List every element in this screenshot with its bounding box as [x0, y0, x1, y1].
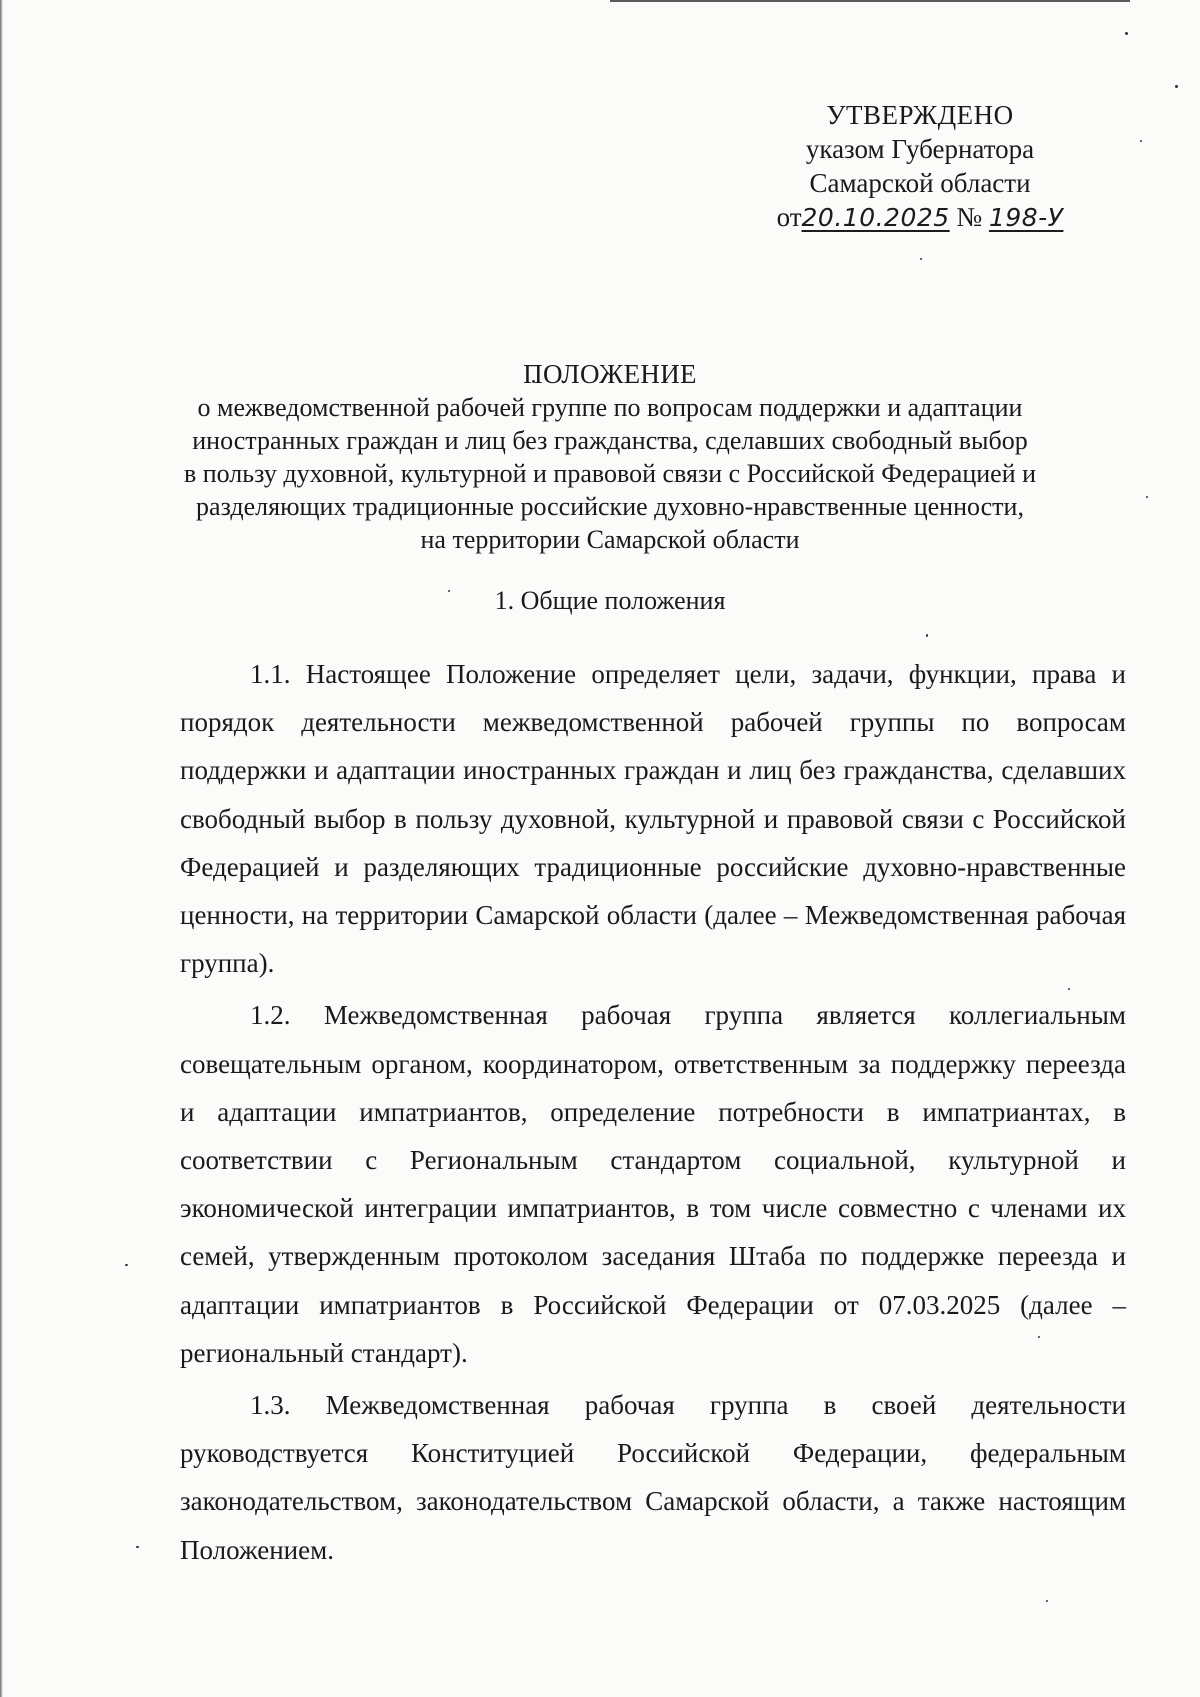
scan-speck — [920, 258, 922, 260]
scan-top-edge — [610, 0, 1130, 2]
title-subline: разделяющих традиционные российские духовно-нравственные ценности, — [196, 492, 1024, 521]
date-prefix: от — [776, 202, 802, 232]
approval-stamp-title: УТВЕРЖДЕНО — [826, 100, 1014, 130]
section-heading: 1. Общие положения — [494, 586, 726, 615]
title-subline: иностранных граждан и лиц без гражданства, сделавших свободный выбор — [192, 426, 1028, 455]
handwritten-date: 20.10.2025 — [801, 203, 950, 232]
scan-speck — [136, 1546, 139, 1548]
scan-left-edge — [0, 0, 3, 1697]
paragraph-1-2: 1.2. Межведомственная рабочая группа является коллегиальным совещательным органом, координатором, ответственным за поддержку переезда и адаптации импатриантов, определение потребности в импатриантах, в соответствии с Региональным стандартом социальной, культурной и экономической интеграции импатриантов, в том числе совместно с членами их семей, утвержденным протоколом заседания Штаба по поддержке переезда и адаптации импатриантов в Российской Федерации от 07.03.2025 (далее – региональный стандарт). — [180, 1000, 1126, 1368]
scan-speck — [1125, 32, 1128, 35]
paragraph-1-1: 1.1. Настоящее Положение определяет цели, задачи, функции, права и порядок деятельности межведомственной рабочей группы по вопросам поддержки и адаптации иностранных граждан и лиц без гражданства, сделавших свободный выбор в пользу духовной, культурной и правовой связи с Российской Федерацией и разделяющих традиционные российские духовно-нравственные ценности, на территории Самарской области (далее – Межведомственная рабочая группа). — [180, 659, 1126, 979]
number-prefix: № — [956, 202, 983, 232]
scan-speck — [1140, 140, 1142, 142]
title-subline: в пользу духовной, культурной и правовой связи с Российской Федерацией и — [183, 459, 1037, 488]
approval-date-number-line — [740, 200, 1100, 235]
approval-stamp-block — [740, 98, 1100, 235]
paragraph-1-3: 1.3. Межведомственная рабочая группа в своей деятельности руководствуется Конституцией Российской Федерации, федеральным законодательством, законодательством Самарской области, а также настоящим Положением. — [180, 1390, 1126, 1565]
document-title-block — [150, 358, 1070, 556]
scan-speck — [1175, 85, 1178, 88]
approval-line-region: Самарской области — [809, 168, 1031, 198]
title-subline: о межведомственной рабочей группе по вопросам поддержки и адаптации — [197, 393, 1023, 422]
approval-line-decree: указом Губернатора — [805, 134, 1035, 164]
handwritten-number: 198-У — [988, 203, 1064, 232]
section-body — [180, 650, 1126, 1578]
document-title: ПОЛОЖЕНИЕ — [523, 359, 697, 389]
scan-speck — [1046, 1600, 1048, 1602]
scan-speck — [1146, 496, 1148, 498]
scan-speck — [926, 634, 928, 637]
title-subline: на территории Самарской области — [420, 525, 800, 554]
scan-speck — [125, 1264, 128, 1266]
